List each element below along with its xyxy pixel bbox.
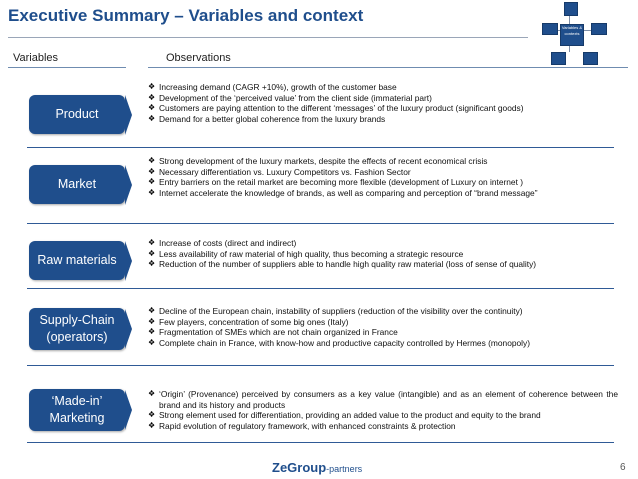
diamond-bullet-icon: ❖ — [148, 337, 156, 347]
diamond-bullet-icon: ❖ — [148, 389, 156, 398]
observation-item: ❖ Entry barriers on the retail market are becoming more flexible (development of Luxury on internet ) — [148, 177, 524, 187]
title-divider — [8, 37, 528, 38]
observation-item: ❖ ‘Origin’ (Provenance) perceived by consumers as a key value (intangible) and as an element of coherence between the brand and its history and products — [148, 389, 618, 410]
observations-supply-chain — [148, 306, 618, 348]
observation-item: ❖ Strong development of the luxury markets, despite the effects of recent economical crisis — [148, 156, 488, 166]
page-title: Executive Summary – Variables and context — [8, 6, 364, 25]
mini-box-center: Variables & contexts — [560, 24, 584, 46]
arrow-right-icon — [125, 165, 132, 205]
observation-item: ❖ Rapid evolution of regulatory framework, with enhanced constraints & protection — [148, 420, 456, 431]
arrow-right-icon — [125, 241, 132, 281]
observation-item: ❖ Reduction of the number of suppliers able to handle high quality raw material (loss of sense of quality) — [148, 259, 537, 269]
diamond-bullet-icon: ❖ — [148, 327, 156, 336]
diamond-bullet-icon: ❖ — [148, 259, 156, 268]
row-divider — [27, 147, 614, 148]
variable-raw-materials: Raw materials — [29, 241, 125, 280]
arrow-right-icon — [125, 95, 132, 135]
diamond-bullet-icon: ❖ — [148, 238, 156, 247]
variable-made-in-marketing: ‘Made-in’ Marketing — [29, 389, 125, 431]
observations-raw-materials — [148, 238, 618, 270]
observations-made-in-marketing — [148, 389, 618, 431]
variables-header-rule — [8, 67, 126, 68]
diamond-bullet-icon: ❖ — [148, 92, 156, 102]
diamond-bullet-icon: ❖ — [148, 156, 156, 165]
observation-item: ❖ Increasing demand (CAGR +10%), growth of the customer base — [148, 82, 397, 92]
arrow-right-icon — [125, 390, 132, 430]
company-logo: ZeGroup-partners — [272, 460, 363, 475]
observations-column-header: Observations — [166, 52, 231, 64]
observation-item: ❖ Necessary differentiation vs. Luxury Competitors vs. Fashion Sector — [148, 166, 411, 177]
observation-item: ❖ Demand for a better global coherence from the luxury brands — [148, 113, 386, 124]
mini-box-left — [542, 23, 558, 35]
observation-item: ❖ Few players, concentration of some big ones (Italy) — [148, 316, 349, 327]
row-divider — [27, 365, 614, 366]
variable-supply-chain: Supply-Chain (operators) — [29, 308, 125, 350]
diamond-bullet-icon: ❖ — [148, 316, 156, 326]
row-divider — [27, 288, 614, 289]
diamond-bullet-icon: ❖ — [148, 248, 156, 258]
observations-market — [148, 156, 618, 198]
row-divider — [27, 223, 614, 224]
diamond-bullet-icon: ❖ — [148, 103, 156, 112]
observation-item: ❖ Customers are paying attention to the different ‘messages’ of the luxury product (significant goods) — [148, 103, 524, 113]
mini-box-bottom-right — [583, 52, 598, 65]
diamond-bullet-icon: ❖ — [148, 410, 156, 419]
observations-header-rule — [148, 67, 628, 68]
arrow-right-icon — [125, 309, 132, 349]
observations-product — [148, 82, 618, 124]
observation-item: ❖ Strong element used for differentiation, providing an added value to the product and equity to the brand — [148, 410, 541, 420]
row-divider — [27, 442, 614, 443]
diamond-bullet-icon: ❖ — [148, 82, 156, 91]
diamond-bullet-icon: ❖ — [148, 420, 156, 430]
diamond-bullet-icon: ❖ — [148, 177, 156, 186]
observation-item: ❖ Fragmentation of SMEs which are not chain organized in France — [148, 327, 398, 337]
variable-market: Market — [29, 165, 125, 204]
diamond-bullet-icon: ❖ — [148, 166, 156, 176]
variable-product: Product — [29, 95, 125, 134]
observation-item: ❖ Complete chain in France, with know-how and productive capacity controlled by Hermes (monopoly) — [148, 337, 530, 348]
page-number: 6 — [620, 462, 626, 473]
variables-column-header: Variables — [13, 52, 59, 64]
diamond-bullet-icon: ❖ — [148, 113, 156, 123]
mini-box-bottom-left — [551, 52, 566, 65]
observation-item: ❖ Internet accelerate the knowledge of brands, as well as comparing and perception of “brand message” — [148, 187, 538, 198]
observation-item: ❖ Development of the ‘perceived value’ from the client side (immaterial part) — [148, 92, 432, 103]
diamond-bullet-icon: ❖ — [148, 306, 156, 315]
mini-box-top — [564, 2, 578, 16]
observation-item: ❖ Less availability of raw material of high quality, thus becoming a strategic resource — [148, 248, 464, 259]
mini-box-right — [591, 23, 607, 35]
diamond-bullet-icon: ❖ — [148, 187, 156, 197]
observation-item: ❖ Decline of the European chain, instability of suppliers (reduction of the visibility over the continuity) — [148, 306, 523, 316]
observation-item: ❖ Increase of costs (direct and indirect) — [148, 238, 297, 248]
